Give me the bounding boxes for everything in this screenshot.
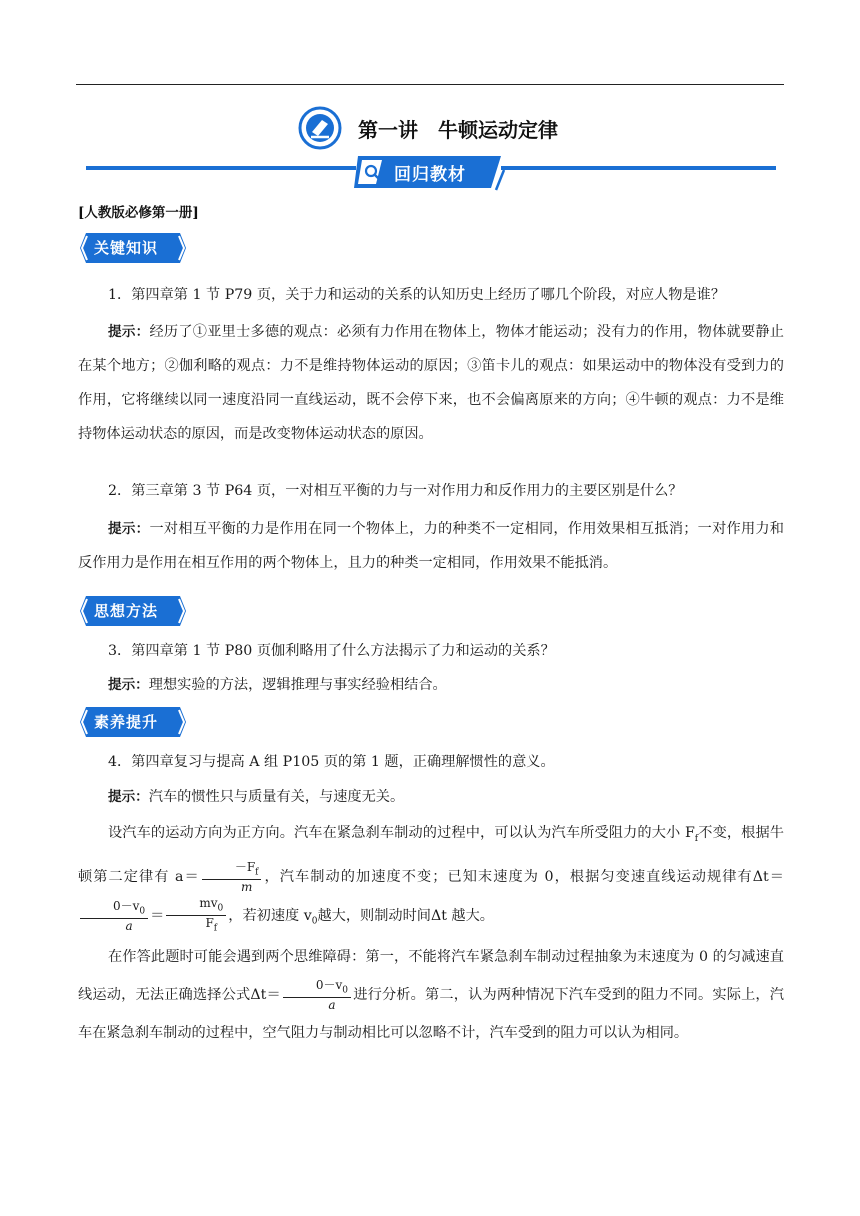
tag-label: 素养提升 — [94, 713, 159, 731]
hint-label: 提示： — [108, 677, 149, 693]
answer-3 — [78, 668, 784, 702]
hint-label: 提示： — [108, 789, 149, 805]
tag-label: 关键知识 — [94, 239, 159, 257]
formula-time-2: $\frac{mv_0}{F_f}$ — [166, 896, 226, 936]
tag-key-knowledge — [78, 231, 188, 265]
source-note: [人教版必修第一册] — [78, 205, 199, 221]
formula-time-3: $\frac{0-v_0}{a}$ — [283, 978, 351, 1012]
hint-label: 提示： — [108, 521, 150, 537]
question-1: 1．第四章第 1 节 P79 页，关于力和运动的关系的认知历史上经历了哪几个阶段，对应人物是谁？ — [108, 287, 726, 303]
answer-2-text: 一对相互平衡的力是作用在同一个物体上，力的种类不一定相同，作用效果相互抵消；一对作用力和反作用力是作用在相互作用的两个物体上，且力的种类一定相同，作用效果不能抵消。 — [78, 521, 784, 571]
question-3: 3．第四章第 1 节 P80 页伽利略用了什么方法揭示了力和运动的关系？ — [108, 643, 555, 659]
section-band-label: 回归教材 — [394, 165, 466, 185]
answer-1-text: 经历了①亚里士多德的观点：必须有力作用在物体上，物体才能运动；没有力的作用，物体就要静止在某个地方；②伽利略的观点：力不是维持物体运动的原因；③笛卡儿的观点：如果运动中的物体没有受到力的作用，它将继续以同一速度沿同一直线运动，既不会停下来，也不会偏离原来的方向；④牛顿的观点：力不是维持物体运动状态的原因，而是改变物体运动状态的原因。 — [78, 324, 784, 442]
question-4: 4．第四章复习与提高 A 组 P105 页的第 1 题，正确理解惯性的意义。 — [108, 754, 555, 770]
title-row — [0, 104, 860, 148]
answer-1 — [78, 315, 784, 451]
page-title: 第一讲 牛顿运动定律 — [358, 118, 558, 142]
top-rule — [76, 84, 784, 85]
tag-literacy — [78, 705, 188, 739]
chapter-badge-icon — [298, 106, 342, 150]
answer-3-text: 理想实验的方法，逻辑推理与事实经验相结合。 — [148, 677, 447, 693]
hint-label: 提示： — [108, 324, 150, 340]
formula-acceleration: $\frac{-F_f}{m}$ — [202, 860, 262, 894]
answer-4-text: 汽车的惯性只与质量有关，与速度无关。 — [148, 789, 405, 805]
tag-label: 思想方法 — [94, 602, 159, 620]
explanation-paragraph: 设汽车的运动方向为正方向。汽车在紧急刹车制动的过程中，可以认为汽车所受阻力的大小 $F_f$不变，根据牛顿第二定律有 a＝ $\frac{-F_f}{m}$ ，汽车制动的加速度不变；已知末速度为 0，根据匀变速直线运动规律有Δt＝ $\frac{0-v_0}{a}$ ＝ $\frac{mv_0}{F_f}$ ，若初速度 $v_0$越大，则制动时间Δt 越大。 — [78, 825, 784, 934]
formula-time-1: $\frac{0-v_0}{a}$ — [80, 899, 148, 933]
obstacle-paragraph: 在作答此题时可能会遇到两个思维障碍：第一，不能将汽车紧急刹车制动过程抽象为末速度为 0 的匀减速直线运动，无法正确选择公式Δt＝ $\frac{0-v_0}{a}$ 进行分析。第二，认为两种情况下汽车受到的阻力不同。实际上，汽车在紧急刹车制动的过程中，空气阻力与制动相比可以忽略不计，汽车受到的阻力可以认为相同。 — [78, 949, 784, 1041]
tag-thinking-method — [78, 594, 188, 628]
question-2: 2．第三章第 3 节 P64 页，一对相互平衡的力与一对作用力和反作用力的主要区别是什么？ — [108, 483, 683, 499]
answer-2 — [78, 512, 784, 580]
answer-4 — [78, 780, 784, 814]
